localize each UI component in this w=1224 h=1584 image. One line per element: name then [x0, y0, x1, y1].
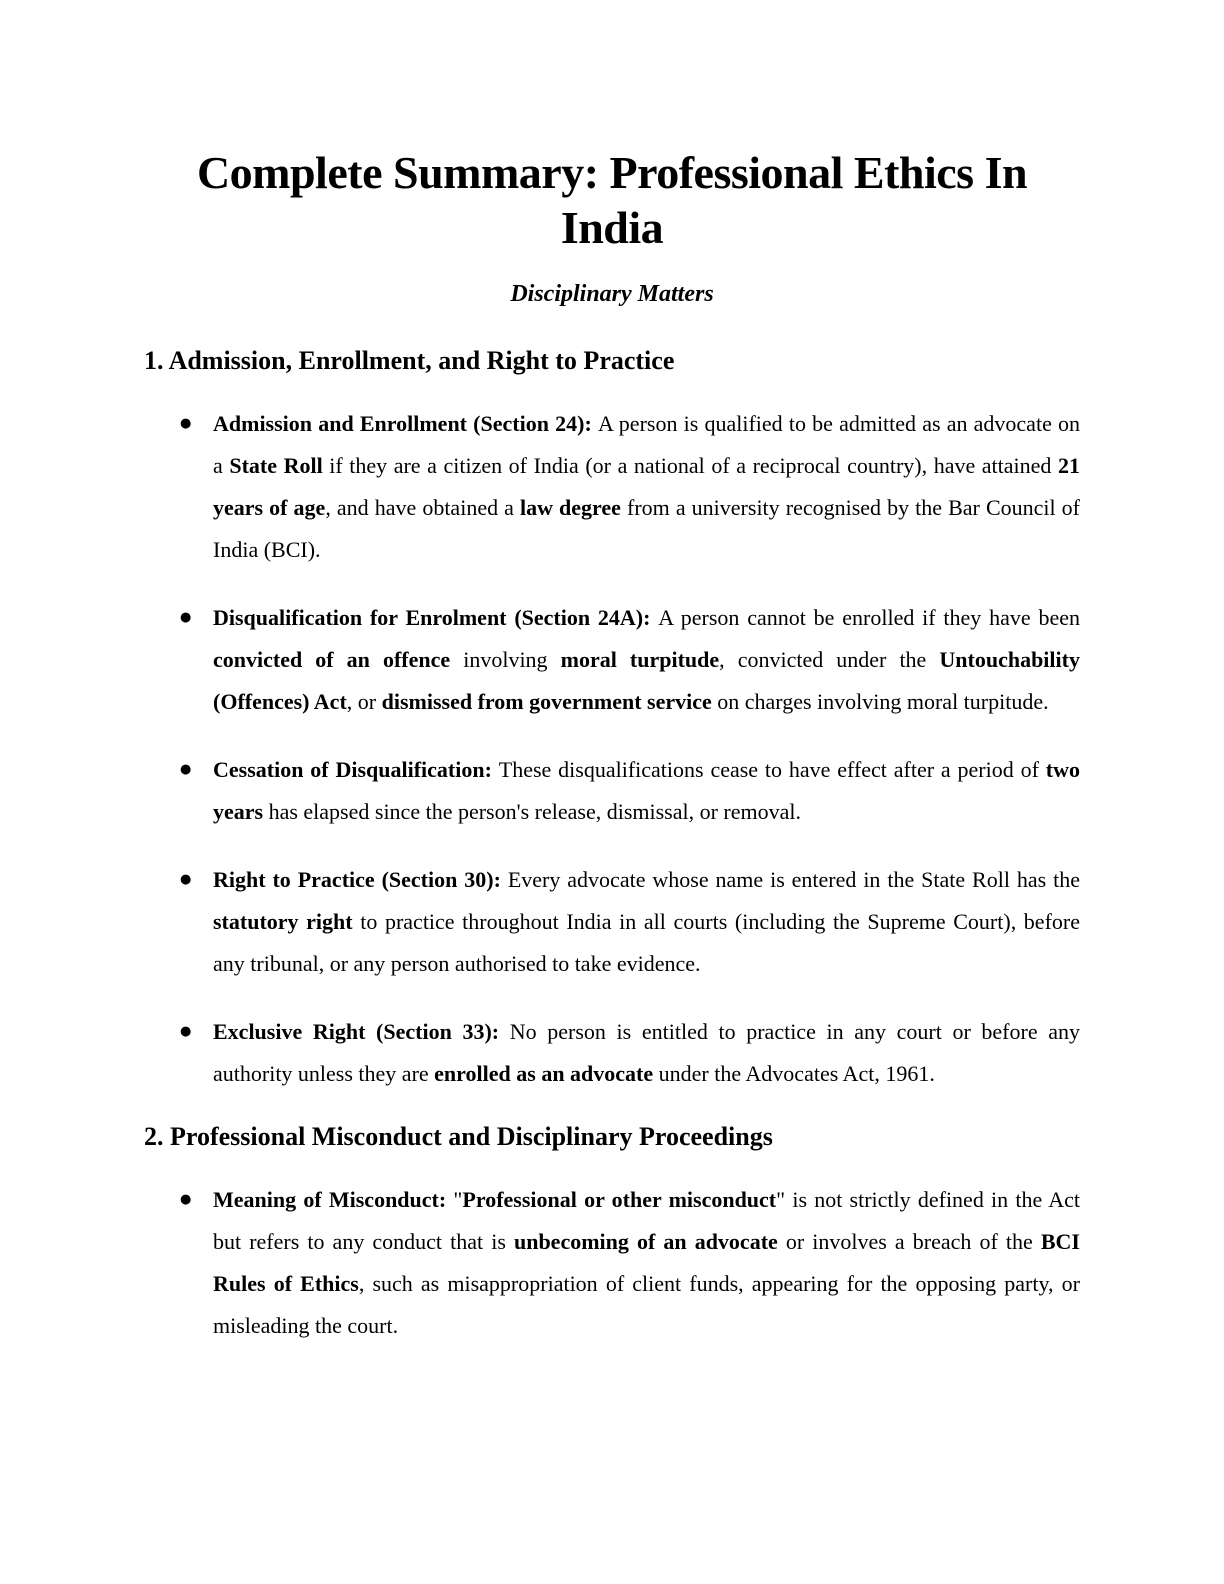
bullet-text-run: Every advocate whose name is entered in the State Roll has the	[507, 867, 1080, 893]
bullet-text	[213, 749, 1080, 833]
bullet-text-run: , such as misappropriation of client funds, appearing for the opposing party, or misleading the court.	[213, 1271, 1080, 1339]
bullet-text-run: , and have obtained a	[325, 495, 520, 521]
bullet-text-run: " is not strictly defined in the Act but refers to any conduct that is	[213, 1187, 1080, 1255]
bullet-bold-run: two years	[213, 757, 1080, 825]
bullet-bold-run: BCI Rules of Ethics	[213, 1229, 1080, 1297]
bullet-list	[144, 403, 1080, 1095]
list-item	[180, 403, 1080, 571]
list-item	[180, 597, 1080, 723]
bullet-bold-run: 21 years of age	[213, 453, 1080, 521]
bullet-bold-run: unbecoming of an advocate	[513, 1229, 778, 1255]
bullet-marker-icon: ●	[180, 416, 192, 432]
list-item	[180, 1179, 1080, 1347]
bullet-text-run: if they are a citizen of India (or a national of a reciprocal country), have attained	[322, 453, 1058, 479]
bullet-text	[213, 403, 1080, 571]
bullet-marker-icon: ●	[180, 1024, 192, 1040]
bullet-bold-run: Exclusive Right (Section 33):	[213, 1019, 510, 1045]
bullet-text-run: No person is entitled to practice in any court or before any authority unless they are	[213, 1019, 1080, 1087]
bullet-text-run: "	[453, 1187, 463, 1213]
bullet-marker-icon: ●	[180, 872, 192, 888]
bullet-bold-run: Untouchability (Offences) Act	[213, 647, 1080, 715]
document-subtitle: Disciplinary Matters	[510, 281, 714, 308]
bullet-bold-run: statutory right	[213, 909, 353, 935]
bullet-list	[144, 1179, 1080, 1347]
bullet-bold-run: Meaning of Misconduct:	[213, 1187, 454, 1213]
bullet-text-run: , convicted under the	[719, 647, 940, 673]
section-heading: 2. Professional Misconduct and Disciplinary Proceedings	[144, 1122, 773, 1152]
bullet-text-run: A person is qualified to be admitted as an advocate on a	[213, 411, 1081, 479]
bullet-text	[213, 859, 1080, 985]
bullet-bold-run: convicted of an offence	[213, 647, 451, 673]
bullet-text-run: involving	[450, 647, 561, 673]
bullet-bold-run: moral turpitude	[560, 647, 720, 673]
bullet-text	[213, 1179, 1080, 1347]
list-item	[180, 859, 1080, 985]
bullet-text-run: A person cannot be enrolled if they have been	[658, 605, 1080, 631]
bullet-bold-run: Professional or other misconduct	[462, 1187, 777, 1213]
document-title: Complete Summary: Professional Ethics In India	[196, 147, 1028, 254]
bullet-marker-icon: ●	[180, 610, 192, 626]
bullet-bold-run: enrolled as an advocate	[434, 1061, 654, 1087]
document-body	[144, 345, 1080, 1347]
bullet-bold-run: dismissed from government service	[381, 689, 712, 715]
list-item	[180, 749, 1080, 833]
bullet-text	[213, 1011, 1080, 1095]
bullet-text-run: to practice throughout India in all courts (including the Supreme Court), before any tribunal, or any person authorised to take evidence.	[213, 909, 1080, 977]
bullet-text-run: has elapsed since the person's release, dismissal, or removal.	[263, 799, 802, 825]
bullet-text-run: or involves a breach of the	[777, 1229, 1041, 1255]
bullet-bold-run: law degree	[519, 495, 621, 521]
document-section	[144, 345, 1080, 1095]
bullet-bold-run: Admission and Enrollment (Section 24):	[213, 411, 598, 437]
bullet-marker-icon: ●	[180, 762, 192, 778]
bullet-bold-run: State Roll	[229, 453, 323, 479]
bullet-text	[213, 597, 1080, 723]
bullet-text-run: from a university recognised by the Bar Council of India (BCI).	[213, 495, 1081, 563]
bullet-text-run: These disqualifications cease to have effect after a period of	[498, 757, 1046, 783]
list-item	[180, 1011, 1080, 1095]
bullet-bold-run: Right to Practice (Section 30):	[213, 867, 508, 893]
section-heading: 1. Admission, Enrollment, and Right to Practice	[144, 346, 675, 376]
bullet-bold-run: Cessation of Disqualification:	[213, 757, 499, 783]
document-section	[144, 1121, 1080, 1347]
bullet-marker-icon: ●	[180, 1192, 192, 1208]
bullet-text-run: , or	[346, 689, 382, 715]
bullet-text-run: on charges involving moral turpitude.	[711, 689, 1049, 715]
bullet-text-run: under the Advocates Act, 1961.	[653, 1061, 935, 1087]
bullet-bold-run: Disqualification for Enrolment (Section 24A):	[213, 605, 659, 631]
